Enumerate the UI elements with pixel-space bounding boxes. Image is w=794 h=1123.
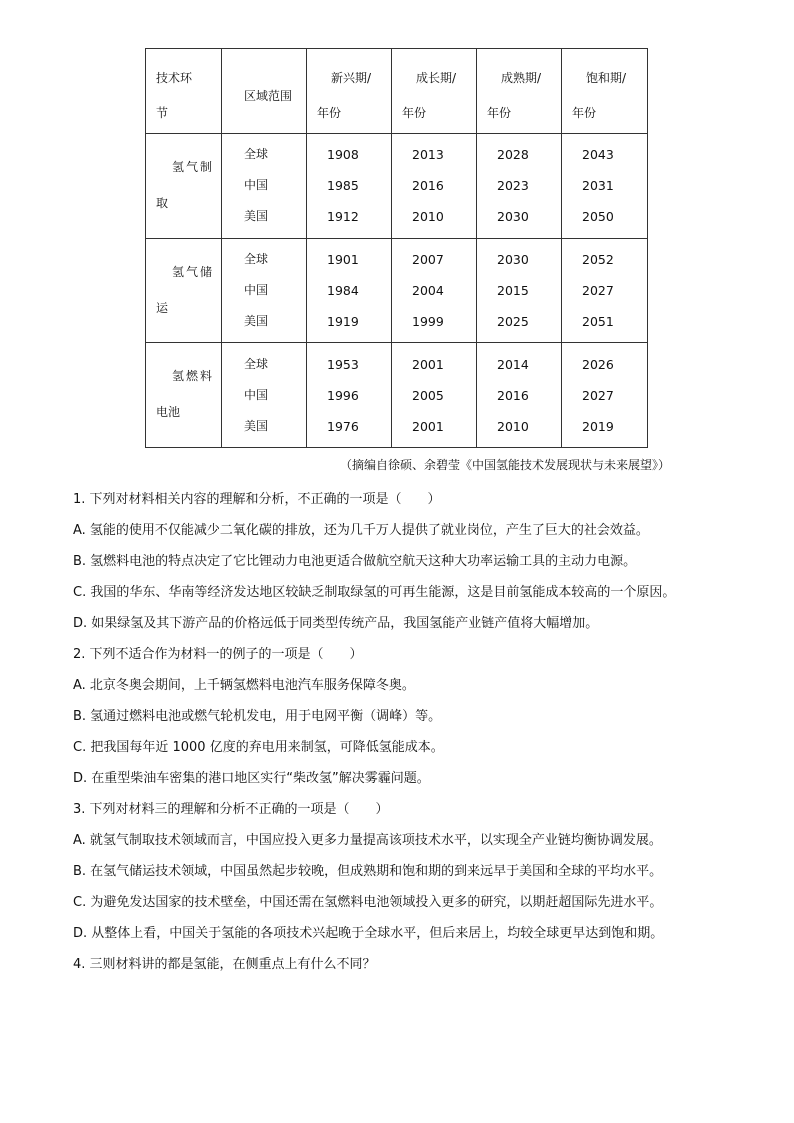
tech-name-line1: 氢气制 (172, 160, 215, 174)
year-value: 2030 (497, 209, 529, 225)
year-value: 2007 (412, 251, 444, 267)
question-2-option-a: A. 北京冬奥会期间，上千辆氢燃料电池汽车服务保障冬奥。 (73, 678, 415, 693)
year-value: 1996 (327, 387, 359, 403)
question-1-option-b: B. 氢燃料电池的特点决定了它比锂动力电池更适合做航空航天这种大功率运输工具的主动力电源。 (73, 554, 637, 569)
region-usa: 美国 (244, 313, 269, 328)
year-value: 1908 (327, 147, 359, 163)
year-value: 2027 (582, 282, 614, 298)
question-3-option-a: A. 就氢气制取技术领域而言，中国应投入更多力量提高该项技术水平，以实现全产业链均衡协调发展。 (73, 833, 662, 848)
header-emerging-line2: 年份 (317, 106, 342, 120)
region-global: 全球 (244, 251, 269, 266)
year-value: 2030 (497, 251, 529, 267)
mature-years-cell (477, 343, 562, 448)
year-value: 1953 (327, 356, 359, 372)
question-1-option-c: C. 我国的华东、华南等经济发达地区较缺乏制取绿氢的可再生能源，这是目前氢能成本较高的一个原因。 (73, 585, 676, 600)
header-saturation-line1: 饱和期/ (586, 71, 627, 85)
year-value: 2050 (582, 209, 614, 225)
year-value: 2027 (582, 387, 614, 403)
question-2-option-d: D. 在重型柴油车密集的港口地区实行“柴改氢”解决雾霾问题。 (73, 771, 430, 786)
header-mature-line1: 成熟期/ (501, 71, 542, 85)
tech-name-line2: 取 (156, 196, 169, 210)
question-3-option-c: C. 为避免发达国家的技术壁垒，中国还需在氢燃料电池领域投入更多的研究，以期赶超国际先进水平。 (73, 895, 663, 910)
question-list (73, 484, 733, 980)
tech-name-line2: 运 (156, 300, 169, 315)
year-value: 2001 (412, 356, 444, 372)
year-value: 2013 (412, 147, 444, 163)
header-region (222, 49, 307, 134)
saturation-years-cell (562, 238, 648, 343)
region-china: 中国 (244, 282, 269, 297)
year-value: 1999 (412, 313, 444, 329)
year-value: 2016 (497, 387, 529, 403)
region-global: 全球 (244, 356, 269, 371)
tech-name-line1: 氢气储 (172, 264, 215, 279)
year-value: 2031 (582, 178, 614, 194)
header-mature (477, 49, 562, 134)
saturation-years-cell (562, 343, 648, 448)
header-tech-line2: 节 (156, 106, 169, 120)
table-row-hydrogen-production (146, 134, 648, 239)
header-saturation-line2: 年份 (572, 106, 597, 120)
regions-cell (222, 134, 307, 239)
emerging-years-cell (307, 238, 392, 343)
header-saturation (562, 49, 648, 134)
tech-name-cell (146, 343, 222, 448)
header-growth-line2: 年份 (402, 106, 427, 120)
question-2-stem: 2. 下列不适合作为材料一的例子的一项是（ ） (73, 647, 363, 662)
header-emerging (307, 49, 392, 134)
region-usa: 美国 (244, 418, 269, 433)
year-value: 2016 (412, 178, 444, 194)
year-value: 2052 (582, 251, 614, 267)
regions-cell (222, 343, 307, 448)
header-region-label: 区域范围 (244, 89, 293, 103)
question-3-option-b: B. 在氢气储运技术领域，中国虽然起步较晚，但成熟期和饱和期的到来远早于美国和全球的平均水平。 (73, 864, 663, 879)
year-value: 2010 (497, 418, 529, 434)
header-tech-stage (146, 49, 222, 134)
header-growth-line1: 成长期/ (416, 71, 457, 85)
table-row-fuel-cell (146, 343, 648, 448)
year-value: 2023 (497, 178, 529, 194)
question-1-stem: 1. 下列对材料相关内容的理解和分析，不正确的一项是（ ） (73, 492, 441, 507)
mature-years-cell (477, 238, 562, 343)
tech-name-line2: 电池 (156, 405, 181, 420)
source-citation: （摘编自徐硕、余碧莹《中国氢能技术发展现状与未来展望》） (340, 458, 671, 472)
table-row-hydrogen-storage (146, 238, 648, 343)
header-growth (392, 49, 477, 134)
question-1-option-d: D. 如果绿氢及其下游产品的价格远低于同类型传统产品，我国氢能产业链产值将大幅增加。 (73, 616, 599, 631)
header-emerging-line1: 新兴期/ (331, 71, 372, 85)
year-value: 2026 (582, 356, 614, 372)
region-china: 中国 (244, 178, 269, 193)
growth-years-cell (392, 134, 477, 239)
technology-stage-table (145, 48, 648, 448)
year-value: 1985 (327, 178, 359, 194)
year-value: 1976 (327, 418, 359, 434)
year-value: 2051 (582, 313, 614, 329)
header-mature-line2: 年份 (487, 106, 512, 120)
emerging-years-cell (307, 134, 392, 239)
year-value: 1984 (327, 282, 359, 298)
year-value: 2001 (412, 418, 444, 434)
saturation-years-cell (562, 134, 648, 239)
emerging-years-cell (307, 343, 392, 448)
growth-years-cell (392, 343, 477, 448)
year-value: 2014 (497, 356, 529, 372)
region-china: 中国 (244, 387, 269, 402)
year-value: 2019 (582, 418, 614, 434)
year-value: 2005 (412, 387, 444, 403)
regions-cell (222, 238, 307, 343)
tech-name-cell (146, 134, 222, 239)
question-4-stem: 4. 三则材料讲的都是氢能，在侧重点上有什么不同？ (73, 957, 376, 972)
year-value: 1919 (327, 313, 359, 329)
year-value: 2015 (497, 282, 529, 298)
year-value: 1912 (327, 209, 359, 225)
year-value: 2043 (582, 147, 614, 163)
year-value: 2010 (412, 209, 444, 225)
question-1-option-a: A. 氢能的使用不仅能减少二氧化碳的排放，还为几千万人提供了就业岗位，产生了巨大的社会效益。 (73, 523, 649, 538)
question-3-stem: 3. 下列对材料三的理解和分析不正确的一项是（ ） (73, 802, 389, 817)
tech-name-cell (146, 238, 222, 343)
region-usa: 美国 (244, 209, 269, 224)
year-value: 2028 (497, 147, 529, 163)
question-3-option-d: D. 从整体上看，中国关于氢能的各项技术兴起晚于全球水平，但后来居上，均较全球更早达到饱和期。 (73, 926, 664, 941)
mature-years-cell (477, 134, 562, 239)
table-header-row (146, 49, 648, 134)
year-value: 1901 (327, 251, 359, 267)
year-value: 2025 (497, 313, 529, 329)
region-global: 全球 (244, 147, 269, 162)
tech-name-line1: 氢燃料 (172, 369, 215, 384)
growth-years-cell (392, 238, 477, 343)
header-tech-line1: 技术环 (156, 71, 193, 85)
year-value: 2004 (412, 282, 444, 298)
question-2-option-c: C. 把我国每年近 1000 亿度的弃电用来制氢，可降低氢能成本。 (73, 740, 444, 755)
question-2-option-b: B. 氢通过燃料电池或燃气轮机发电，用于电网平衡（调峰）等。 (73, 709, 442, 724)
